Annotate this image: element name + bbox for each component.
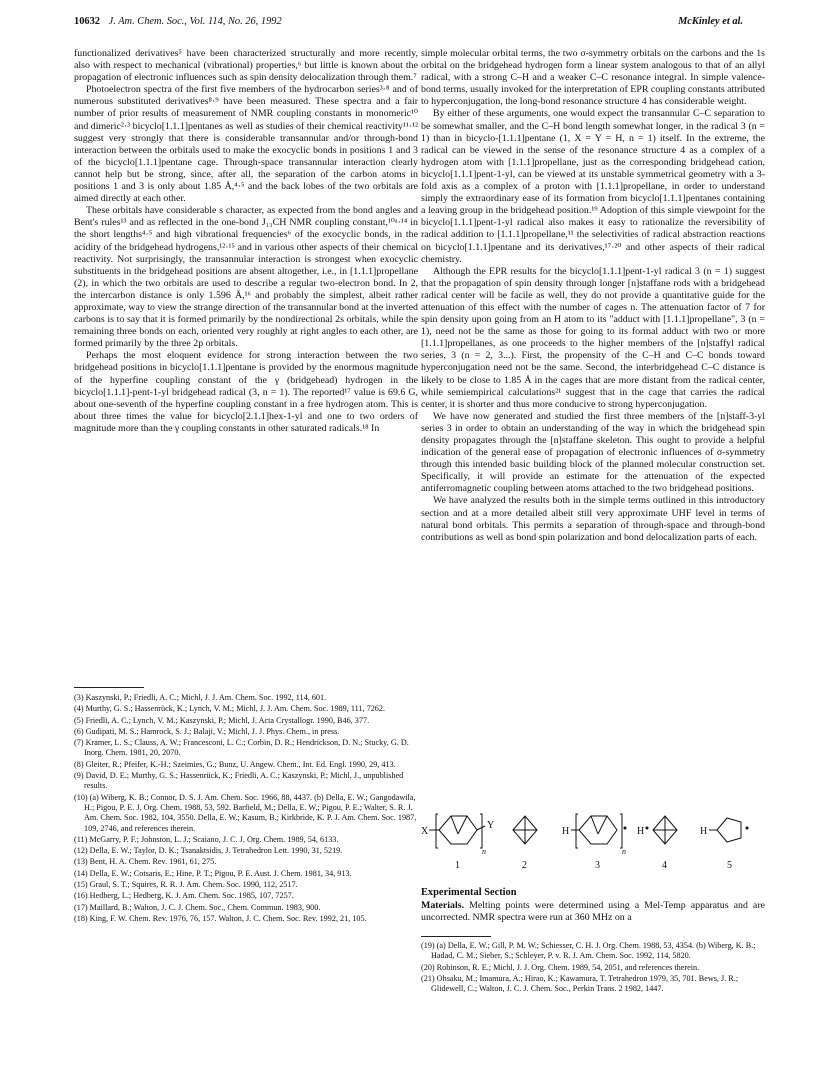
paragraph: functionalized derivatives⁵ have been characterized structurally and more recently, also with respect to mechanical (vibrational) properties,⁶ but little is known about the propagation of electronic influences such as spin density delocalization through them.⁷ [74, 48, 418, 84]
struct-h-label: H [562, 826, 570, 837]
header-left [74, 16, 282, 27]
paragraph: Photoelectron spectra of the first five members of the hydrocarbon series³·⁸ and of numerous substituted derivatives⁸·⁹ have been measured. These spectra and a fair number of prior results of measurement of NMR coupling constants in monomeric¹⁰ and dimeric²·³ bicyclo[1.1.1]pentanes as well as studies of their chemical reactivity¹¹·¹² suggest very strongly that there is considerable transannular and/or through-bond interaction between the orbitals used to make the exocyclic bonds in positions 1 and 3 of the bicyclo[1.1.1]pentane cage. Through-space transannular interaction clearly cannot help but be strong, since, after all, the separation of the carbon atoms in positions 1 and 3 is only about 1.85 Å,⁴·⁵ and the back lobes of the two orbitals are aimed directly at each other. [74, 84, 418, 205]
struct-n-label: n [482, 847, 486, 856]
struct-n-label: n [622, 847, 626, 856]
reference: (13) Bent, H. A. Chem. Rev. 1961, 61, 275. [74, 857, 217, 867]
reference: (17) Maillard, B.; Walton, J. C. J. Chem. Soc., Chem. Commun. 1983, 900. [74, 902, 321, 912]
structure-label: 4 [662, 860, 667, 871]
section-title: Experimental Section [421, 887, 517, 898]
paragraph: These orbitals have considerable s character, as expected from the bond angles and Bent's rules¹³ and as reflected in the one-bond J₁₃CH NMR coupling constant,¹⁰ᵃ·¹⁴ in the short lengths⁴·⁵ and high vibrational frequencies⁶ of the exocyclic bonds, in the acidity of the bridgehead hydrogens,¹²·¹⁵ and in various other aspects of their chemical reactivity. Not surprisingly, the transannular interaction is strongest when exocyclic substituents in the bridgehead positions are absent altogether, i.e., in [1.1.1]propellane (2), in which the two orbitals are used to describe a regular two-electron bond. In 2, the intercarbon distance is only 1.596 Å,¹⁶ and probably the simplest, albeit rather approximate, way to view the strange direction of the transannular bond at the inverted carbons is to say that it is formed primarily by the nondirectional 2s orbitals, while the remaining three bonds on each, oriented very roughly at right angles to each other, are formed primarily by the three 2p orbitals. [74, 205, 418, 350]
right-column [421, 48, 765, 544]
reference: (7) Kramer, L. S.; Clauss, A. W.; Francesconi, L. C.; Corbin, D. R.; Hendrickson, D. N.; Stucky, G. D. Inorg. Chem. 1981, 20, 2070. [74, 738, 409, 758]
footnote-rule [74, 687, 144, 688]
paragraph: Although the EPR results for the bicyclo[1.1.1]pent-1-yl radical 3 (n = 1) suggest that the propagation of spin density through longer [n]staffane rods with a bridgehead radical center will be facile as well, they do not provide a quantitative guide for the attenuation of this effect with the number of cages n. The attenuation factor of 7 for spin density upon going from an H atom to its "adduct with [1.1.1]propellane", 3 (n = 1), need not be the same as those for going to its formal adduct with two or more [1.1.1]propellanes, as one proceeds to the higher members of the [n]staffyl radical series, 3 (n = 2, 3...). First, the propensity of the C–H and C–C bonds toward hyperconjugation need not be the same. Second, the interbridgehead C–C distance is likely to be close to 1.85 Å in the cages that are more distant from the radical center, while semiempirical calculations²¹ suggest that in the cage that carries the radical center, it is shorter and thus more conducive to strong hyperconjugation. [421, 265, 765, 410]
reference: (3) Kaszynski, P.; Friedli, A. C.; Michl, J. J. Am. Chem. Soc. 1992, 114, 601. [74, 693, 327, 702]
reference: (6) Gudipati, M. S.; Hamrock, S. J.; Balaji, V.; Michl, J. J. Phys. Chem., in press. [74, 726, 340, 736]
reference: (21) Ohsaku, M.; Imamura, A.; Hirao, K.; Kawamura, T. Tetrahedron 1979, 35, 701. Bews, J. R.; Glidewell, C.; Walton, J. C. J. Chem. Soc., Perkin Trans. 2 1982, 1447. [421, 973, 739, 994]
reference: (4) Murthy, G. S.; Hassenrück, K.; Lynch, V. M.; Michl, J. J. Am. Chem. Soc. 1989, 111, 7262. [74, 704, 386, 714]
paragraph: We have analyzed the results both in the simple terms outlined in this introductory section and at a more detailed albeit still very approximate UHF level in terms of natural bond orbitals. This permits a separation of through-space and through-bond contributions as well as bond spin polarization and bond delocalization parts of each. [421, 495, 765, 543]
reference: (10) (a) Wiberg, K. B.; Connor, D. S. J. Am. Chem. Soc. 1966, 88, 4437. (b) Della, E. W.; Gangodawila, H.; Pigou, P. E. J. Org. Chem. 1988, 53, 592. Barfield, M.; Della, E. W.; Pigou, P. E.; Walter, S. R. J. Am. Chem. Soc. 1982, 104, 3550. Della, E. W.; Kasum, B.; Kirkbride, K. P. J. Am. Chem. Soc. 1987, 109, 2746, and references therein. [74, 792, 417, 833]
reference: (19) (a) Della, E. W.; Gill, P. M. W.; Schiesser, C. H. J. Org. Chem. 1988, 53, 4354. (b) Wiberg, K. B.; Hadad, C. M.; Sieber, S.; Schleyer, P. v. R. J. Am. Chem. Soc. 1992, 114, 5820. [421, 941, 756, 961]
materials-lead: Materials. [421, 900, 465, 911]
reference: (8) Gleiter, R.; Pfeifer, K.-H.; Szeimies, G.; Bunz, U. Angew. Chem., Int. Ed. Engl. 1990, 29, 413. [74, 759, 396, 769]
reference: (16) Hedberg, L.; Hedberg, K. J. Am. Chem. Soc. 1985, 107, 7257. [74, 891, 294, 901]
reference: (14) Della, E. W.; Cotsaris, E.; Hine, P. T.; Pigou, P. E. Aust. J. Chem. 1981, 34, 913. [74, 868, 352, 878]
page-header [74, 16, 743, 36]
reference: (20) Robinson, R. E.; Michl, J. J. Org. Chem. 1989, 54, 2051, and references therein. [421, 962, 700, 972]
paragraph: simple molecular orbital terms, the two σ-symmetry orbitals on the carbons and the 1s orbital on the bridgehead hydrogen form a linear system analogous to that of an allyl radical, with a strong C–H and a weaker C–C resonance integral. In simple valence-bond terms, usually invoked for the interpretation of EPR coupling constants attributed to hyperconjugation, the long-bond resonance structure 4 has considerable weight. [421, 48, 765, 108]
reference: (12) Della, E. W.; Taylor, D. K.; Tsanaktsidis, J. Tetrahedron Lett. 1990, 31, 5219. [74, 846, 343, 856]
struct-y-label: Y [487, 820, 495, 831]
reference: (5) Friedli, A. C.; Lynch, V. M.; Kaszynski, P.; Michl, J. Acta Crystallogr. 1990, B46, 377. [74, 715, 370, 725]
materials-paragraph [421, 900, 765, 924]
structure-label: 3 [595, 860, 600, 871]
structure-label: 5 [727, 860, 732, 871]
running-authors: McKinley et al. [678, 16, 743, 27]
references-left [74, 693, 418, 925]
references-right [421, 941, 765, 995]
paragraph: By either of these arguments, one would expect the transannular C–C separation to be somewhat smaller, and the C–H bond length somewhat longer, in the radical 3 (n = 1) than in bicyclo-[1.1.1]pentane (1, X = Y = H, n = 1) itself. In the extreme, the radical can be viewed in the sense of the resonance structure 4 as a complex of a hydrogen atom with [1.1.1]propellane, just as the corresponding bridgehead cation, bicyclo[1.1.1]pent-1-yl, can be viewed at its unstable symmetrical geometry with a 3-fold axis as a complex of a proton with [1.1.1]propellane, in order to understand simply the extraordinary ease of its formation from bicyclo[1.1.1]pentanes containing a leaving group in the bridgehead position.¹⁹ Adoption of this simple viewpoint for the bicyclo[1.1.1]pent-1-yl radical also makes it easy to rationalize the reversibility of radical addition to [1.1.1]propellane,¹¹ the selectivities of radical abstraction reactions on bicyclo[1.1.1]pentane and its derivatives,¹⁷·²⁰ and other aspects of their radical chemistry. [421, 108, 765, 265]
reference: (9) David, D. E.; Murthy, G. S.; Hassenrück, K.; Friedli, A. C.; Kaszynski, P.; Michl, J., unpublished results. [74, 771, 404, 791]
chemical-structures [421, 806, 765, 870]
left-column [74, 48, 418, 435]
reference: (11) McGarry, P. F.; Johnston, L. J.; Scaiano, J. C. J. Org. Chem. 1989, 54, 6133. [74, 834, 339, 844]
materials-text: Melting points were determined using a Mel-Temp apparatus and are uncorrected. NMR spectra were run at 360 MHz on a [421, 900, 765, 924]
struct-h-label: H [637, 826, 645, 837]
paragraph: Perhaps the most eloquent evidence for strong interaction between the two bridgehead positions in bicyclo[1.1.1]pentane is provided by the enormous magnitude of the hyperfine coupling constant of the γ (bridgehead) hydrogen in the bicyclo[1.1.1]-pent-1-yl bridgehead radical (3, n = 1). The reported¹⁷ value is 69.6 G, about one-seventh of the hyperfine coupling constant in a free hydrogen atom. This is about three times the value for bicyclo[2.1.1]hex-1-yl and one to two orders of magnitude more than the γ coupling constants in other saturated radicals.¹⁸ In [74, 350, 418, 434]
structure-label: 1 [455, 860, 460, 871]
structures-drawing [421, 806, 765, 858]
structure-label: 2 [522, 860, 527, 871]
footnote-rule [421, 936, 491, 937]
reference: (18) King, F. W. Chem. Rev. 1976, 76, 157. Walton, J. C. Chem. Soc. Rev. 1992, 21, 105. [74, 913, 367, 923]
reference: (15) Graul, S. T.; Squires, R. R. J. Am. Chem. Soc. 1990, 112, 2517. [74, 880, 298, 890]
struct-x-label: X [421, 826, 429, 837]
journal-citation: J. Am. Chem. Soc., Vol. 114, No. 26, 1992 [108, 16, 282, 27]
paragraph: We have now generated and studied the first three members of the [n]staff-3-yl series 3 in order to obtain an understanding of the way in which the bridgehead spin density propagates through the [n]staffane skeleton. This ought to provide a helpful indication of the general ease of propagation of electronic influences of σ-symmetry through this intended basic building block of the planned molecular construction set. Specifically, it will provide an estimate for the attenuation of the expected antiferromagnetic coupling between atoms attached to the two bridgehead positions. [421, 410, 765, 495]
page-number: 10632 [74, 16, 100, 27]
struct-h-label: H [700, 826, 708, 837]
